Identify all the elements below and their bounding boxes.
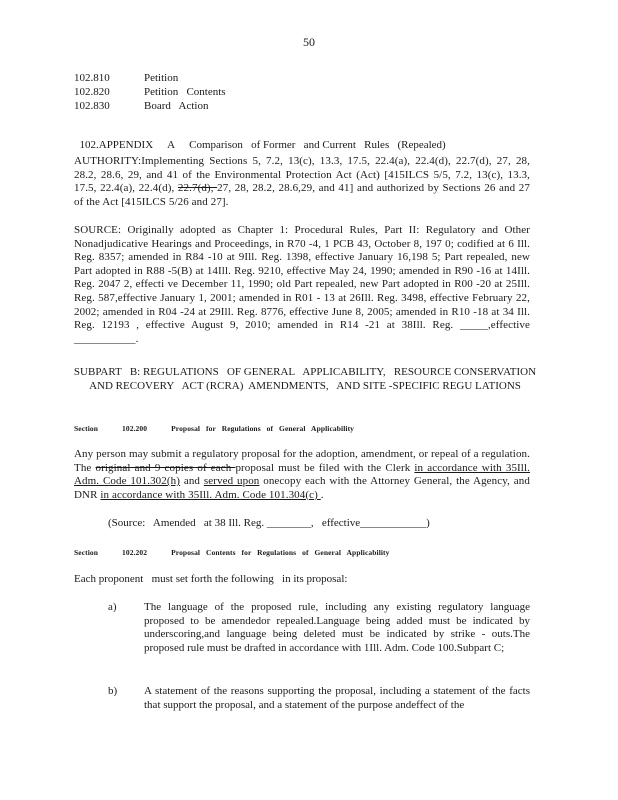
list-item-text: A statement of the reasons supporting the proposal, including a statement of the facts that support the proposal, and a statement of the purpose andeffect of the: [144, 685, 530, 711]
toc-title: Petition: [144, 72, 179, 84]
paragraph-text: and: [180, 475, 204, 488]
list-item-label: b): [108, 685, 118, 697]
source-note-blank: ____________: [360, 517, 427, 529]
section-title: Proposal for Regulations of General Applicability: [171, 424, 355, 433]
appendix-id: 102.APPENDIX: [79, 139, 154, 151]
source-effective: ,effective: [487, 319, 530, 332]
section-heading-202: [74, 548, 414, 557]
toc-row: [74, 99, 226, 113]
section-number: 102.202: [122, 548, 148, 557]
authority-paragraph: [74, 155, 530, 209]
source-note-end: ): [426, 517, 430, 529]
authority-text-end: 27, 28, 28.2, 28.6,29, and 41] and authorized by Sections 26 and 27 of the Act [415ILCS 5/26 and 27].: [74, 182, 530, 208]
section-number: 102.200: [122, 424, 148, 433]
source-blank: _____: [459, 319, 488, 332]
appendix-letter: A: [167, 139, 176, 151]
source-paragraph: [74, 224, 530, 346]
deleted-text: original and 9 copies of each: [95, 461, 236, 474]
list-item-label: a): [108, 601, 117, 613]
toc-row: [74, 71, 226, 85]
paragraph-text: Any person may submit a regulatory proposal for the adoption, amendment, or repeal of a regulation. The: [74, 448, 530, 474]
toc-number: 102.830: [74, 100, 110, 112]
table-of-contents: [74, 71, 226, 113]
list-item-text: The language of the proposed rule, including any existing regulatory language proposed to be amendedor repealed.Language being added must be indicated by underscoring,and language being deleted must be indicated by strike - outs.The proposed rule must be drafted in accordance with 1Ill. Adm. Code 100.Subpart C;: [144, 601, 530, 654]
appendix-heading: [74, 127, 446, 151]
source-note-blank: ________: [266, 517, 311, 529]
paragraph-text: proposal must be filed with the Clerk: [235, 461, 415, 474]
page-number: 50: [303, 35, 315, 49]
paragraph-text: onecopy each with the Attorney General, the Agency, and DNR: [74, 475, 530, 501]
authority-deleted-text: 22.7(d),: [177, 182, 218, 195]
section-202-intro: Each proponent must set forth the following in its proposal:: [74, 573, 348, 585]
source-end: .: [135, 332, 139, 345]
added-text: served upon: [203, 475, 260, 488]
section-200-paragraph: [74, 448, 530, 502]
toc-title: Petition Contents: [144, 86, 226, 98]
source-note-text: (Source: Amended at 38 Ill. Reg.: [108, 517, 265, 529]
section-title: Proposal Contents for Regulations of General Applicability: [171, 548, 390, 557]
appendix-title: Comparison of Former and Current Rules (Repealed): [189, 139, 446, 151]
subpart-heading: SUBPART B: REGULATIONS OF GENERAL APPLICABILITY, RESOURCE CONSERVATION AND RECOVERY ACT (RCRA) AMENDMENTS, AND SITE -SPECIFIC REGU LATIONS: [73, 366, 545, 392]
source-blank: ___________: [74, 332, 136, 345]
toc-title: Board Action: [144, 100, 209, 112]
added-text: in accordance with 35Ill. Adm. Code 101.302(h): [74, 461, 530, 488]
section-label: Section: [74, 548, 99, 557]
toc-number: 102.820: [74, 86, 110, 98]
section-heading-200: [74, 424, 378, 433]
source-note-200: [108, 517, 430, 529]
toc-number: 102.810: [74, 72, 110, 84]
section-label: Section: [74, 424, 99, 433]
authority-text: AUTHORITY:Implementing Sections 5, 7.2, 13(c), 13.3, 17.5, 22.4(a), 22.4(d), 22.7(d), 27, 28, 28.2, 28.6, 29, and 41 of the Environmental Protection Act (Act) [415ILCS 5/5, 7.2, 13(c), 13.3, 17.5, 22.4(a), 22.4(d),: [74, 155, 530, 195]
paragraph-text: .: [320, 488, 324, 501]
added-text: in accordance with 35Ill. Adm. Code 101.304(c): [100, 488, 321, 501]
toc-row: [74, 85, 226, 99]
source-text: SOURCE: Originally adopted as Chapter 1: Procedural Rules, Part II: Regulatory and Other Nonadjudicative Hearings and Proceedings, in R70 -4, 1 PCB 43, October 8, 197 0; codified at 6 Ill. Reg. 8357; amended in R84 -10 at 9Ill. Reg. 1398, effective January 16,198 5; Part repealed, new Part adopted in R88 -5(B) at 14Ill. Reg. 9210, effective May 24, 1990; amended in R90 -16 at 14Ill. Reg. 2047 2, effecti ve December 11, 1990; old Part repealed, new Part adopted in R00 -20 at 25Ill. Reg. 587,effective January 1, 2001; amended in R01 - 13 at 26Ill. Reg. 3498, effective February 22, 2002; amended in R04 -24 at 29Ill. Reg. 8776, effective June 8, 2005; amended in R10 -18 at 34 Ill. Reg. 12193 , effective August 9, 2010; amended in R14 -21 at 38Ill. Reg.: [74, 224, 530, 332]
source-note-effective: , effective: [310, 517, 361, 529]
